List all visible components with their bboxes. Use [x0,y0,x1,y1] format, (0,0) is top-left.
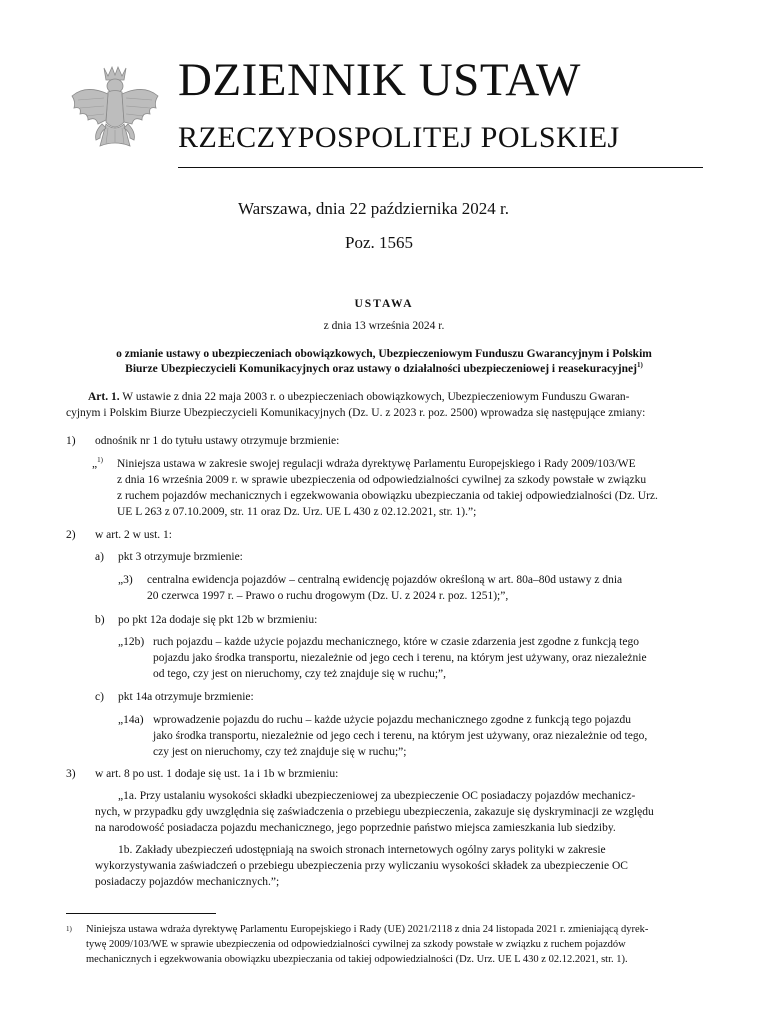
quote-line: UE L 263 z 07.10.2009, str. 11 oraz Dz. Urz. UE L 430 z 02.12.2021, str. 1).”; [117,506,477,518]
quote-line: wprowadzenie pojazdu do ruchu – każde użycie pojazdu mechanicznego zgodne z funkcją tego pojazdu [153,714,632,726]
quote-number: „14a) [118,714,144,726]
item-number: 2) [66,529,76,541]
act-title-line: o zmianie ustawy o ubezpieczeniach obowiązkowych, Ubezpieczeniowym Funduszu Gwarancyjnym i Polskim [116,348,652,360]
art1-line: cyjnym i Polskim Biurze Ubezpieczycieli Komunikacyjnych (Dz. U. z 2023 r. poz. 2500) wprowadza się następujące zmiany: [66,407,646,419]
art1-line [88,389,702,405]
act-title-line [80,362,688,377]
item-text: w art. 2 w ust. 1: [95,529,172,541]
footnote-line: Niniejsza ustawa wdraża dyrektywę Parlamentu Europejskiego i Rady (UE) 2021/2118 z dnia 24 listopada 2021 r. zmieniającą dyrek- [86,924,649,935]
quote-line: ruch pojazdu – każde użycie pojazdu mechanicznego, które w czasie zdarzenia jest zgodne z funkcją tego [153,636,639,648]
quote-line: centralna ewidencja pojazdów – centralną ewidencję pojazdów określoną w art. 80a–80d ustawy z dnia [147,574,623,586]
footnote [66,922,702,967]
quote-line: nych, w przypadku gdy uwzględnia się zaświadczenia o przebiegu ubezpieczenia, zakazuje się dyskryminacji ze względu [95,806,654,818]
item-number: 1) [66,435,76,447]
quote-footnote-mark: 1) [97,456,103,465]
header-rule [178,167,703,168]
quote-line: czy jest on nieruchomy, czy też znajduje się w ruchu;”; [153,746,407,758]
act-title [80,347,688,377]
polish-eagle-emblem-icon [66,62,164,162]
subitem-text: pkt 3 otrzymuje brzmienie: [118,551,243,563]
journal-subtitle: RZECZYPOSPOLITEJ POLSKIEJ [178,121,620,154]
quote-line: jako środka transportu, niezależnie od jego cech i terenu, na którym jest używany, oraz niezależnie od tego, [153,730,648,742]
art1-text: W ustawie z dnia 22 maja 2003 r. o ubezpieczeniach obowiązkowych, Ubezpieczeniowym Funduszu Gwaran- [119,391,630,403]
item-number: 3) [66,768,76,780]
item-text: odnośnik nr 1 do tytułu ustawy otrzymuje brzmienie: [95,435,340,447]
position-number: Poz. 1565 [345,233,413,252]
footnote-reference: 1) [636,361,643,370]
quote-number: „12b) [118,636,145,648]
quote-line: Niniejsza ustawa w zakresie swojej regulacji wdraża dyrektywę Parlamentu Europejskiego i Rady 2009/103/WE [117,458,636,470]
footnote-line: mechanicznych i egzekwowania obowiązku ubezpieczania od takiej odpowiedzialności (Dz. Urz. UE L 430 z 02.12.2021, str. 1). [86,954,628,965]
quote-line: wykorzystywania zaświadczeń o przebiegu ubezpieczenia przy wyliczaniu wysokości składek za ubezpieczenie OC [95,860,628,872]
quote-number: „3) [118,574,133,586]
subitem-text: po pkt 12a dodaje się pkt 12b w brzmieniu: [118,614,318,626]
footnote-line: tywę 2009/103/WE w sprawie ubezpieczenia od odpowiedzialności cywilnej za szkody powstałe w związku z ruchem pojazdów [86,939,626,950]
act-type: USTAWA [354,298,414,310]
subitem-letter: c) [95,691,104,703]
quote-line: na narodowość posiadacza pojazdu mechanicznego, jego poprzednie państwo miejsca zamieszkania lub siedziby. [95,822,616,834]
footnote-rule [66,913,216,914]
subitem-letter: a) [95,551,104,563]
act-date: z dnia 13 września 2024 r. [323,320,445,332]
quote-line: posiadaczy pojazdów mechanicznych.”; [95,876,280,888]
quote-line: pojazdu jako środka transportu, niezależnie od jego cech i terenu, na którym jest używany, oraz niezależnie [153,652,647,664]
subitem-text: pkt 14a otrzymuje brzmienie: [118,691,254,703]
subitem-letter: b) [95,614,105,626]
quote-mark [92,456,103,472]
quote-line: od tego, czy jest on nieruchomy, czy też znajduje się w ruchu;”, [153,668,447,680]
quote-line: z dnia 16 września 2009 r. w sprawie ubezpieczenia od odpowiedzialności cywilnej za szkody powstałe w związku [117,474,647,486]
act-title-text: Biurze Ubezpieczycieli Komunikacyjnych oraz ustawy o działalności ubezpieczeniowej i reasekuracyjnej [125,363,637,375]
quote-line: z ruchem pojazdów mechanicznych i egzekwowania obowiązku ubezpieczania od takiej odpowiedzialności (Dz. Urz. [117,490,658,502]
quote-open: „ [92,458,98,470]
quote-line: 20 czerwca 1997 r. – Prawo o ruchu drogowym (Dz. U. z 2024 r. poz. 1251);”, [147,590,509,602]
footnote-mark: 1) [66,925,72,933]
quote-line: „1a. Przy ustalaniu wysokości składki ubezpieczeniowej za ubezpieczenie OC posiadaczy pojazdów mechanicz- [118,790,636,802]
issue-date: Warszawa, dnia 22 października 2024 r. [238,199,509,218]
quote-line: 1b. Zakłady ubezpieczeń udostępniają na swoich stronach internetowych ogólny zarys polityki w zakresie [118,844,606,856]
item-text: w art. 8 po ust. 1 dodaje się ust. 1a i 1b w brzmieniu: [95,768,339,780]
article-label: Art. 1. [88,391,120,403]
journal-title: DZIENNIK USTAW [178,54,581,106]
